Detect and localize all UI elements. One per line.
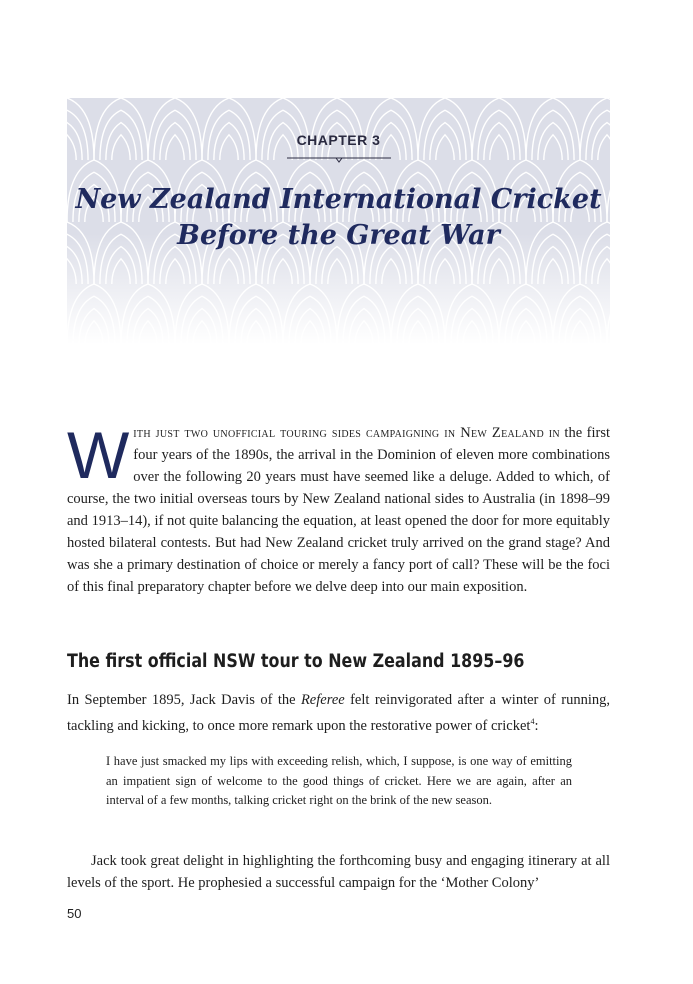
chapter-title (67, 182, 610, 254)
section-heading: The first official NSW tour to New Zealand 1895–96 (67, 651, 525, 672)
footnote-marker[interactable]: 4 (530, 717, 535, 726)
chapter-title-line-1: New Zealand International Cricket (75, 184, 602, 215)
intro-paragraph (67, 418, 610, 598)
para1-end: : (534, 717, 539, 734)
body-paragraph-1 (67, 689, 610, 737)
chapter-divider (287, 156, 391, 164)
para1-before: In September 1895, Jack Davis of the (67, 692, 301, 708)
publication-name: Referee (300, 692, 345, 708)
page-number: 50 (67, 906, 82, 921)
intro-text: the first four years of the 1890s, the arrival in the Dominion of eleven more combinations over the following 20 years must have seemed like a deluge. Added to which, of course, the two initial overseas tours by New Zealand national sides to Australia (in 1898–99 and 1913–14), if not quite balancing the equation, at least opened the door for more equitably hosted bilateral contests. But had New Zealand cricket truly arrived on the grand stage? And was she a primary destination of choice or merely a fancy port of call? These will be the foci of this final preparatory chapter before we delve deep into our main exposition. (67, 425, 610, 595)
intro-smallcaps-lead: ith just two unofficial touring sides campaigning in New Zealand in (133, 425, 560, 441)
drop-cap: W (67, 418, 130, 492)
chapter-banner (67, 98, 610, 344)
chapter-label: CHAPTER 3 (296, 132, 381, 148)
para1-after: felt reinvigorated after a winter of running, tackling and kicking, to once more remark upon the restorative power of cricket (67, 692, 610, 734)
block-quote: I have just smacked my lips with exceeding relish, which, I suppose, is one way of emitting an impatient sign of welcome to the good things of cricket. Here we are again, after an interval of a few months, talking cricket right on the brink of the new season. (106, 754, 572, 807)
chapter-title-line-2: Before the Great War (177, 220, 500, 251)
body-paragraph-2: Jack took great delight in highlighting the forthcoming busy and engaging itinerary at all levels of the sport. He prophesied a successful campaign for the ‘Mother Colony’ (67, 853, 610, 891)
